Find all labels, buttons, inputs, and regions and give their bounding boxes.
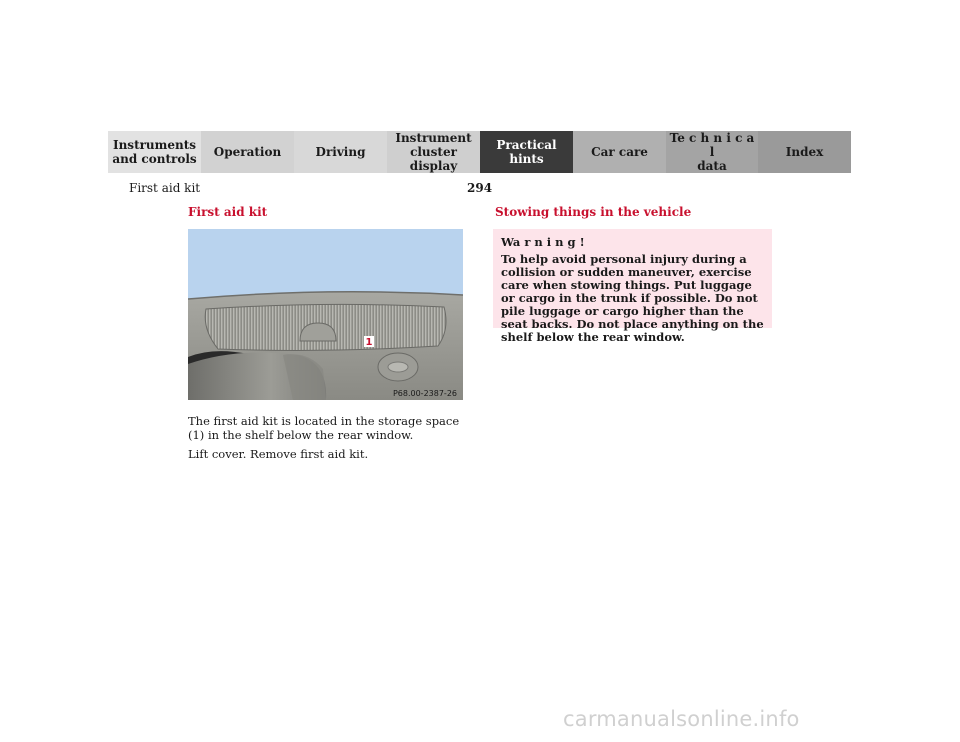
running-header: First aid kit (129, 181, 201, 195)
tab-car-care[interactable]: Car care (573, 131, 666, 173)
first-aid-kit-figure (188, 229, 463, 400)
tab-technical-data[interactable]: Te c h n i c a l data (666, 131, 758, 173)
warning-text: To help avoid personal injury during a collision or sudden maneuver, exercise care when stowing things. Put luggage or cargo in the trunk if possible. Do not pile luggage or cargo higher than the seat backs. Do not place anything on the shelf below the rear window. (501, 252, 764, 344)
page-number: 294 (467, 181, 493, 195)
warning-title: Wa r n i n g ! (501, 235, 585, 249)
section-nav-tabs (108, 131, 851, 173)
stowing-heading: Stowing things in the vehicle (495, 205, 692, 219)
location-paragraph: The first aid kit is located in the storage space (1) in the shelf below the rear window. (188, 414, 460, 442)
instruction-paragraph: Lift cover. Remove first aid kit. (188, 447, 369, 461)
first-aid-kit-heading: First aid kit (188, 205, 268, 219)
tab-index[interactable]: Index (758, 131, 851, 173)
tab-instrument-cluster-display[interactable]: Instrument cluster display (387, 131, 480, 173)
tab-practical-hints[interactable]: Practical hints (480, 131, 573, 173)
watermark: carmanualsonline.info (563, 707, 800, 731)
callout-number: 1 (365, 337, 373, 348)
figure-code: P68.00-2387-26 (392, 389, 457, 398)
tab-driving[interactable]: Driving (294, 131, 387, 173)
warning-box (493, 229, 772, 344)
tab-instruments-and-controls[interactable]: Instruments and controls (108, 131, 201, 173)
tab-operation[interactable]: Operation (201, 131, 294, 173)
